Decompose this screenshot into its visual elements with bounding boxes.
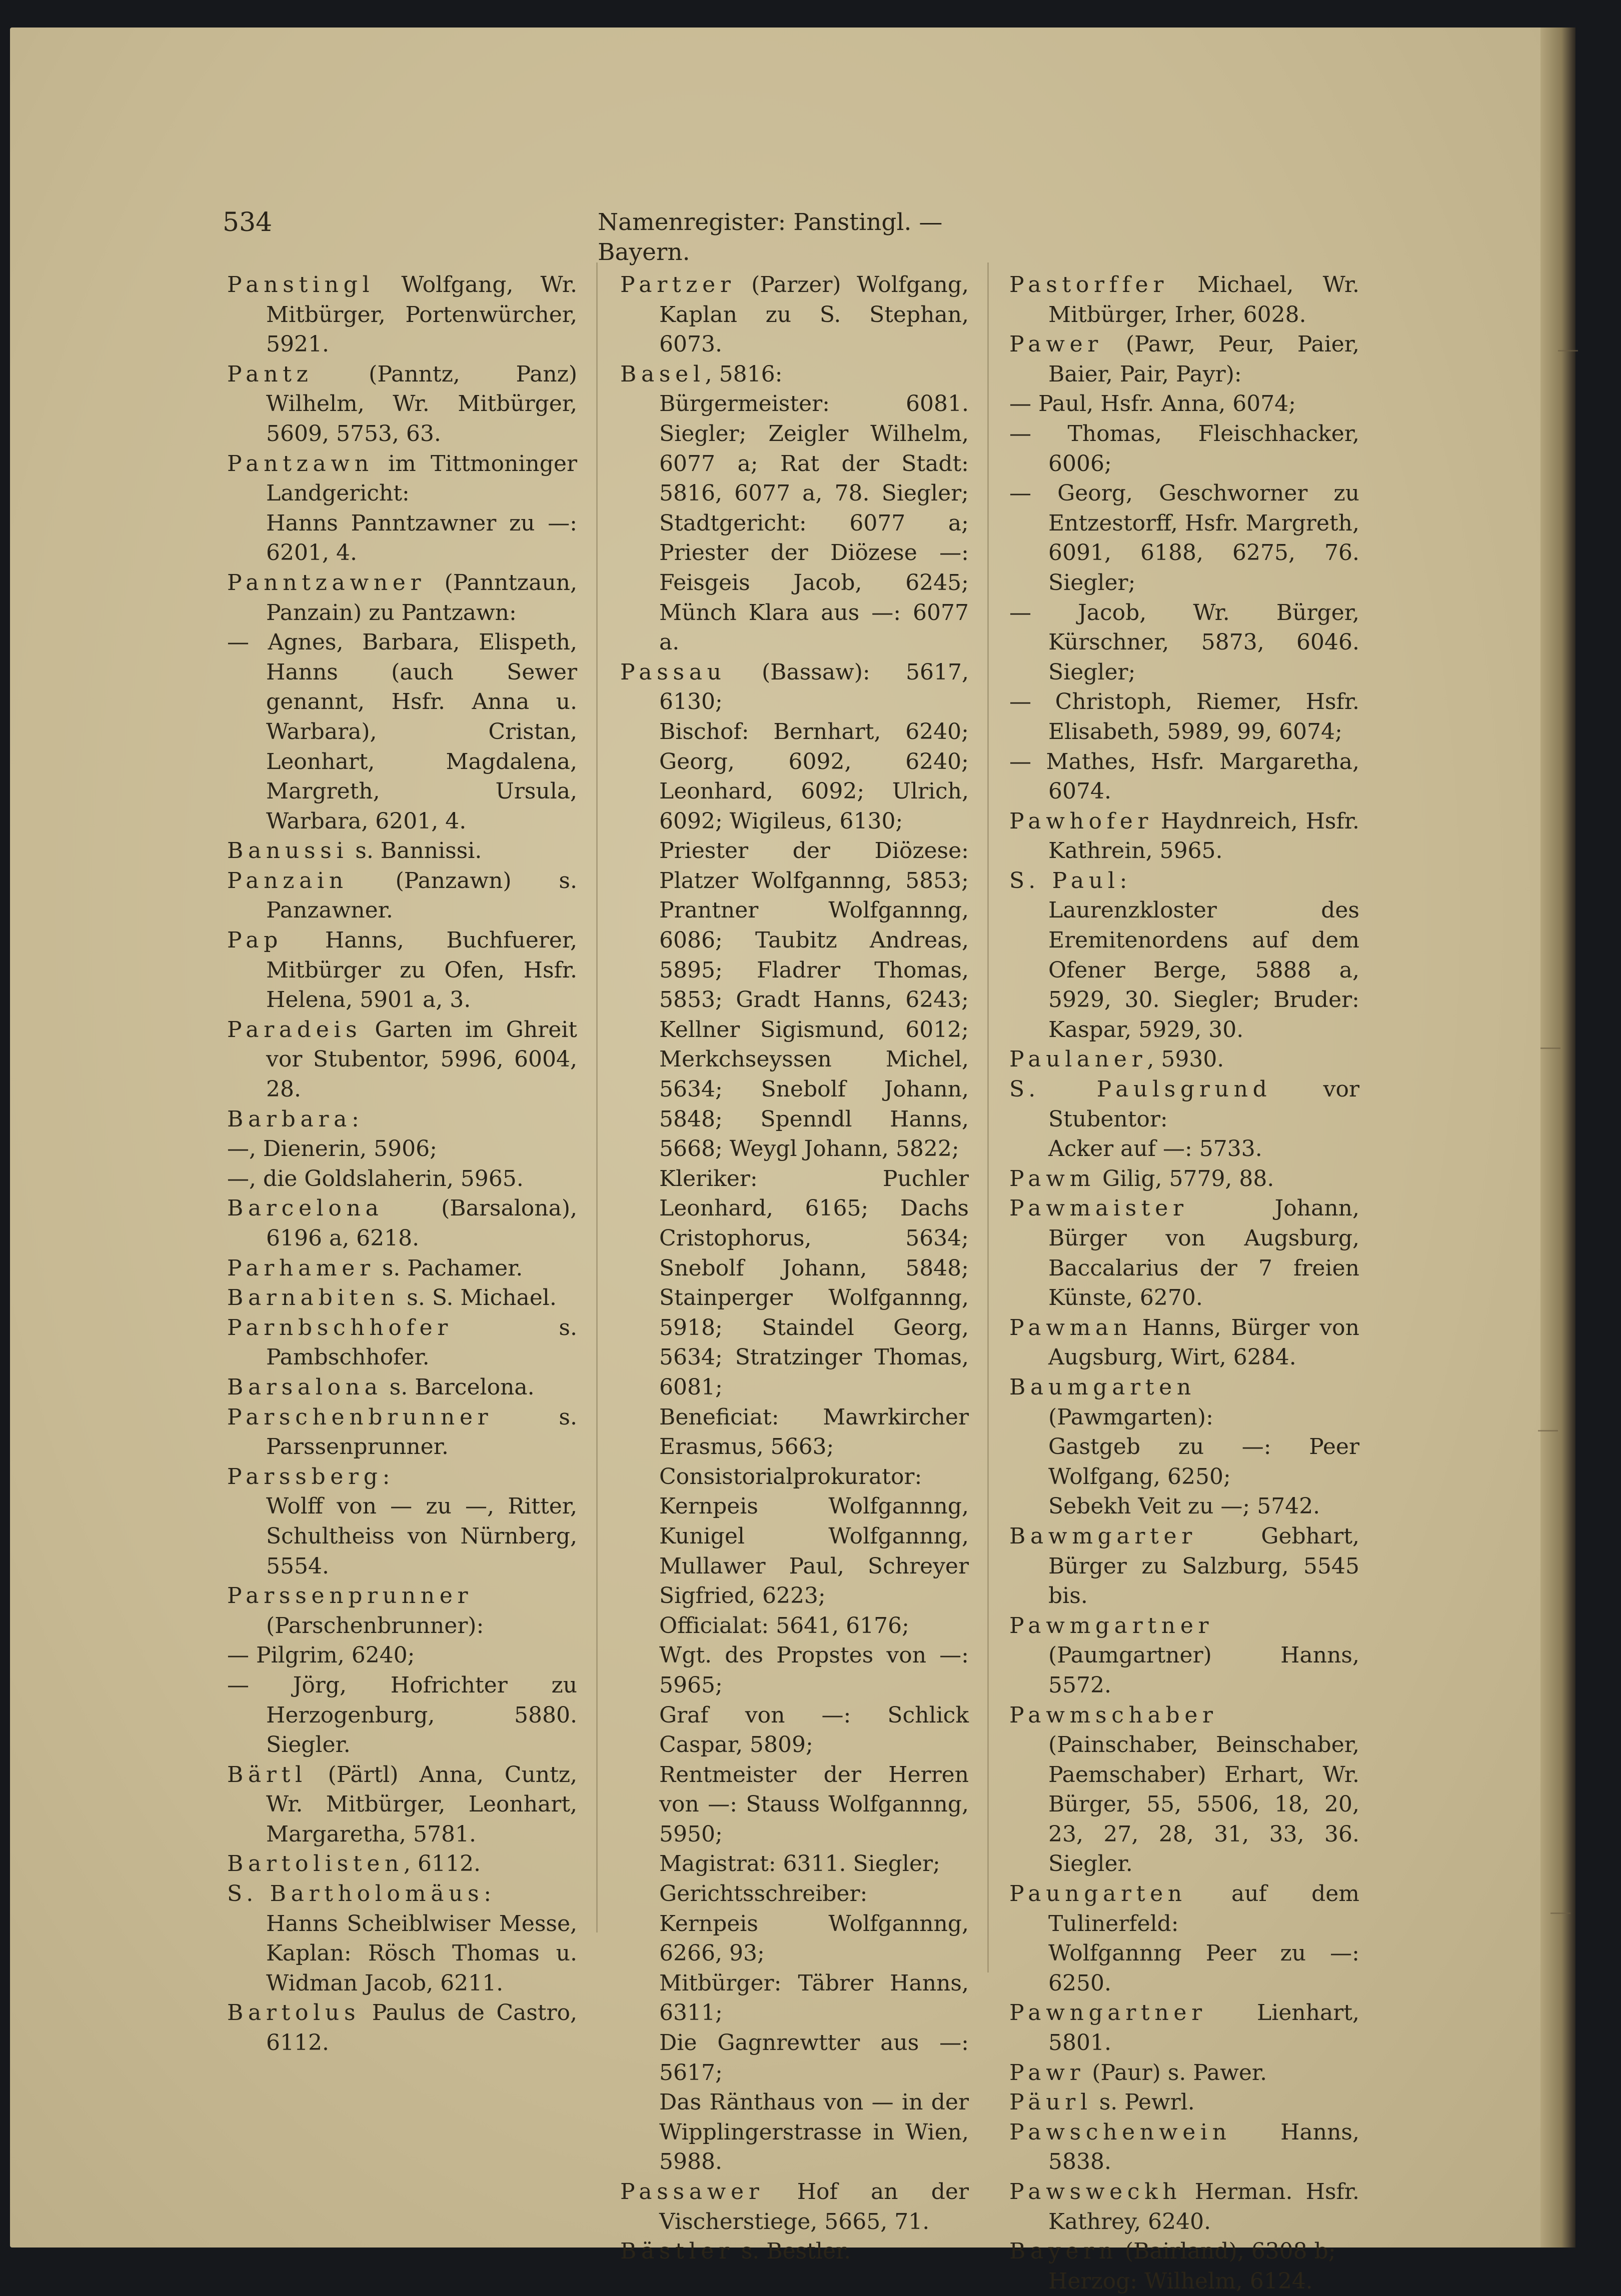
- index-entry: [1009, 687, 1359, 746]
- entry-text: (Parzer) Wolfgang, Kaplan zu S. Stephan, 6073.: [659, 272, 969, 358]
- index-entry: [620, 1462, 969, 1611]
- entry-headword: Pawschenwein: [1009, 2119, 1231, 2145]
- entry-text: — Jörg, Hofrichter zu Herzogenburg, 5880. Siegler.: [227, 1672, 577, 1758]
- book-spine: [1540, 28, 1575, 2248]
- entry-text: Johann, Bürger von Augsburg, Baccalarius der 7 freien Künste, 6270.: [1048, 1196, 1359, 1311]
- index-entry: [1009, 1044, 1359, 1074]
- index-entry: [227, 1104, 577, 1134]
- entry-headword: Parssenprunner: [227, 1583, 473, 1609]
- entry-headword: Banussi: [227, 838, 349, 864]
- index-entry: [227, 926, 577, 1015]
- index-column-3: [1009, 270, 1359, 2296]
- index-entry: [620, 658, 969, 717]
- index-entry: [227, 1283, 577, 1313]
- entry-headword: Paungarten: [1009, 1881, 1187, 1907]
- entry-text: im Tittmoninger Landgericht:: [266, 450, 577, 506]
- entry-text: Herzog: Wilhelm, 6124.: [1048, 2268, 1313, 2294]
- entry-text: Hanns Scheiblwiser Messe, Kaplan: Rösch Thomas u. Widman Jacob, 6211.: [266, 1910, 577, 1996]
- entry-text: — Christoph, Riemer, Hsfr. Elisabeth, 5989, 99, 6074;: [1009, 689, 1359, 744]
- entry-headword: Pawer: [1009, 332, 1103, 358]
- entry-text: s. Parssenprunner.: [266, 1404, 577, 1460]
- entry-headword: Pawmgartner: [1009, 1612, 1214, 1638]
- entry-headword: Panzain: [227, 868, 348, 894]
- index-entry: [1009, 806, 1359, 866]
- index-entry: [1009, 1611, 1359, 1700]
- entry-headword: Pawr: [1009, 2060, 1085, 2086]
- entry-text: Magistrat: 6311. Siegler;: [659, 1851, 940, 1877]
- entry-text: Hanns, Bürger von Augsburg, Wirt, 6284.: [1048, 1314, 1359, 1370]
- entry-text: Bischof: Bernhart, 6240; Georg, 6092, 6240; Leonhard, 6092; Ulrich, 6092; Wigileus, 6130;: [659, 718, 969, 834]
- entry-headword: Bawmgarter: [1009, 1523, 1197, 1549]
- entry-text: — Paul, Hsfr. Anna, 6074;: [1009, 391, 1296, 417]
- entry-headword: Partzer: [620, 272, 736, 298]
- index-entry: [227, 1134, 577, 1164]
- entry-headword: Bartolus: [227, 2000, 361, 2026]
- entry-text: s. Barcelona.: [382, 1374, 535, 1400]
- entry-text: Garten im Ghreit vor Stubentor, 5996, 6004, 28.: [266, 1016, 577, 1102]
- entry-headword: Päurl: [1009, 2090, 1092, 2116]
- index-entry: [227, 508, 577, 568]
- entry-headword: Paradeis: [227, 1016, 362, 1042]
- entry-headword: Pawmschaber: [1009, 1702, 1218, 1728]
- margin-mark: [1550, 1912, 1570, 1914]
- index-entry: [227, 568, 577, 628]
- margin-mark: [1558, 350, 1578, 352]
- index-entry: [620, 1611, 969, 1641]
- index-entry: [1009, 866, 1359, 896]
- entry-text: Rentmeister der Herren von —: Stauss Wolfgannng, 5950;: [659, 1762, 969, 1847]
- entry-text: Hanns, 5838.: [1048, 2119, 1359, 2175]
- index-entry: [1009, 2058, 1359, 2088]
- entry-headword: Parhamer: [227, 1255, 375, 1281]
- index-entry: [620, 1402, 969, 1462]
- index-entry: [1009, 1074, 1359, 1134]
- index-entry: [620, 1879, 969, 1968]
- entry-text: — Jacob, Wr. Bürger, Kürschner, 5873, 6046. Siegler;: [1009, 600, 1359, 685]
- entry-text: vor Stubentor:: [1048, 1076, 1359, 1132]
- index-entry: [1009, 2177, 1359, 2236]
- entry-text: s. Bannissi.: [348, 838, 482, 864]
- index-entry: [227, 1164, 577, 1194]
- index-entry: [620, 1640, 969, 1700]
- index-entry: [1009, 2266, 1359, 2296]
- entry-text: s. Bestler.: [734, 2238, 851, 2264]
- index-entry: [1009, 389, 1359, 419]
- index-entry: [227, 1581, 577, 1640]
- index-entry: [620, 270, 969, 360]
- index-entry: [1009, 1700, 1359, 1880]
- entry-headword: Bärtl: [227, 1762, 307, 1788]
- entry-text: Laurenzkloster des Eremitenordens auf dem Ofener Berge, 5888 a, 5929, 30. Siegler; Bruder: Kaspar, 5929, 30.: [1048, 898, 1359, 1042]
- entry-text: (Pawr, Peur, Paier, Baier, Pair, Payr):: [1048, 332, 1359, 387]
- index-entry: [227, 1402, 577, 1462]
- margin-mark: [1540, 1048, 1560, 1049]
- index-entry: [620, 389, 969, 657]
- index-entry: [1009, 1372, 1359, 1432]
- index-entry: [620, 1968, 969, 2028]
- index-entry: [1009, 478, 1359, 598]
- entry-headword: Pap: [227, 928, 283, 954]
- entry-text: :: [352, 1106, 359, 1132]
- entry-text: s. Pambschhofer.: [266, 1314, 577, 1370]
- entry-text: (Paur) s. Pawer.: [1085, 2060, 1267, 2086]
- entry-text: auf dem Tulinerfeld:: [1048, 1881, 1359, 1936]
- index-entry: [1009, 896, 1359, 1044]
- entry-text: Sebekh Veit zu —; 5742.: [1048, 1494, 1320, 1520]
- index-entry: [620, 2177, 969, 2236]
- entry-text: Herman. Hsfr. Kathrey, 6240.: [1048, 2179, 1359, 2234]
- entry-text: s. S. Michael.: [400, 1285, 557, 1311]
- entry-text: Mitbürger: Täbrer Hanns, 6311;: [659, 1970, 969, 2026]
- entry-text: (Painschaber, Beinschaber, Paemschaber) Erhart, Wr. Bürger, 55, 5506, 18, 20, 23, 27, 28, 31, 33, 36. Siegler.: [1048, 1732, 1359, 1877]
- entry-text: (Panntz, Panz) Wilhelm, Wr. Mitbürger, 5609, 5753, 63.: [266, 361, 577, 446]
- index-entry: [227, 866, 577, 926]
- index-entry: [227, 1879, 577, 1909]
- index-entry: [1009, 747, 1359, 806]
- index-entry: [1009, 419, 1359, 478]
- entry-text: — Mathes, Hsfr. Margaretha, 6074.: [1009, 748, 1359, 804]
- index-column-1: [227, 270, 577, 2058]
- entry-headword: Pawngartner: [1009, 2000, 1207, 2026]
- index-entry: [1009, 1938, 1359, 1998]
- entry-text: —, Dienerin, 5906;: [227, 1136, 437, 1162]
- index-entry: [1009, 2118, 1359, 2177]
- entry-text: Beneficiat: Mawrkircher Erasmus, 5663;: [659, 1404, 969, 1460]
- entry-headword: Parschenbrunner: [227, 1404, 493, 1430]
- index-entry: [1009, 1998, 1359, 2058]
- index-entry: [227, 1254, 577, 1284]
- entry-headword: Passawer: [620, 2179, 764, 2204]
- entry-text: —, die Goldslaherin, 5965.: [227, 1166, 524, 1192]
- entry-text: Consistorialprokurator: Kernpeis Wolfgannng, Kunigel Wolfgannng, Mullawer Paul, Schreyer Sigfried, 6223;: [659, 1464, 969, 1609]
- entry-text: Wolff von — zu —, Ritter, Schultheiss von Nürnberg, 5554.: [266, 1494, 577, 1579]
- entry-text: Wolfgannng Peer zu —: 6250.: [1048, 1940, 1359, 1996]
- index-entry: [1009, 330, 1359, 389]
- entry-text: Gilig, 5779, 88.: [1095, 1166, 1274, 1192]
- column-rule: [987, 262, 989, 1972]
- entry-text: :: [1119, 868, 1127, 894]
- index-entry: [1009, 1194, 1359, 1312]
- entry-headword: Bayern: [1009, 2238, 1118, 2264]
- entry-text: Gastgeb zu —: Peer Wolfgang, 6250;: [1048, 1434, 1359, 1490]
- entry-text: Das Ränthaus von — in der Wipplingerstrasse in Wien, 5988.: [659, 2090, 969, 2175]
- entry-text: (Bassaw): 5617, 6130;: [659, 659, 969, 715]
- entry-text: Wolfgang, Wr. Mitbürger, Portenwürcher, 5921.: [266, 272, 577, 358]
- index-entry: [620, 836, 969, 1164]
- entry-headword: Paulaner: [1009, 1046, 1147, 1072]
- entry-headword: Barnabiten: [227, 1285, 400, 1311]
- index-entry: [227, 628, 577, 836]
- index-entry: [620, 1849, 969, 1879]
- entry-text: (Paumgartner) Hanns, 5572.: [1048, 1642, 1359, 1698]
- entry-text: Acker auf —: 5733.: [1048, 1136, 1262, 1162]
- index-entry: [1009, 1432, 1359, 1492]
- entry-text: (Parschenbrunner):: [266, 1612, 484, 1638]
- entry-headword: Panstingl: [227, 272, 375, 298]
- index-entry: [1009, 598, 1359, 688]
- entry-headword: S. Paul: [1009, 868, 1120, 894]
- margin-mark: [1538, 1430, 1558, 1432]
- entry-headword: Pawm: [1009, 1166, 1095, 1192]
- entry-text: Kleriker: Puchler Leonhard, 6165; Dachs Cristophorus, 5634; Snebolf Johann, 5848; Stainperger Wolfgannng, 5918; Staindel Georg, 5634; Stratzinger Thomas, 6081;: [659, 1166, 969, 1400]
- entry-text: — Thomas, Fleischhacker, 6006;: [1009, 420, 1359, 476]
- index-entry: [1009, 1879, 1359, 1938]
- index-entry: [1009, 2088, 1359, 2118]
- entry-text: Bürgermeister: 6081. Siegler; Zeigler Wilhelm, 6077 a; Rat der Stadt: 5816, 6077 a, 78. Siegler; Stadtgericht: 6077 a; Priester der Diözese —: Feisgeis Jacob, 6245; Münch Klara aus —: 6077 a.: [659, 391, 969, 656]
- entry-text: Hanns Panntzawner zu —: 6201, 4.: [266, 510, 577, 566]
- entry-text: Gerichtsschreiber: Kernpeis Wolfgannng, 6266, 93;: [659, 1881, 969, 1966]
- entry-text: Officialat: 5641, 6176;: [659, 1612, 909, 1638]
- entry-headword: Pawmaister: [1009, 1196, 1188, 1222]
- entry-headword: Pawsweckh: [1009, 2179, 1182, 2204]
- index-entry: [227, 836, 577, 866]
- index-entry: [227, 1640, 577, 1670]
- entry-headword: Parssberg: [227, 1464, 383, 1490]
- index-entry: [1009, 1313, 1359, 1372]
- index-entry: [1009, 1164, 1359, 1194]
- entry-text: Graf von —: Schlick Caspar, 5809;: [659, 1702, 969, 1758]
- index-entry: [1009, 2236, 1359, 2266]
- index-entry: [227, 1313, 577, 1372]
- index-entry: [620, 2236, 969, 2266]
- index-entry: [227, 360, 577, 449]
- index-entry: [620, 717, 969, 836]
- entry-headword: Pantz: [227, 361, 313, 387]
- index-entry: [227, 1492, 577, 1581]
- entry-text: — Georg, Geschworner zu Entzestorff, Hsfr. Margreth, 6091, 6188, 6275, 76. Siegler;: [1009, 480, 1359, 596]
- entry-text: — Agnes, Barbara, Elispeth, Hanns (auch Sewer genannt, Hsfr. Anna u. Warbara), Cristan, Leonhart, Magdalena, Margreth, Ursula, Warbara, 6201, 4.: [227, 630, 577, 834]
- entry-text: , 6112.: [404, 1851, 481, 1877]
- entry-text: (Barsalona), 6196 a, 6218.: [266, 1196, 577, 1251]
- entry-text: — Pilgrim, 6240;: [227, 1642, 415, 1668]
- entry-text: :: [382, 1464, 390, 1490]
- entry-headword: Pantzawn: [227, 450, 374, 476]
- index-entry: [620, 1760, 969, 1850]
- entry-headword: Pastorffer: [1009, 272, 1169, 298]
- entry-headword: Basel: [620, 361, 705, 387]
- entry-headword: S. Bartholomäus: [227, 1881, 484, 1907]
- entry-text: (Panntzaun, Panzain) zu Pantzawn:: [266, 570, 577, 626]
- index-entry: [227, 449, 577, 508]
- entry-text: (Pärtl) Anna, Cuntz, Wr. Mitbürger, Leonhart, Margaretha, 5781.: [266, 1762, 577, 1847]
- entry-headword: Baumgarten: [1009, 1374, 1196, 1400]
- entry-text: s. Pewrl.: [1092, 2090, 1195, 2116]
- entry-text: Gebhart, Bürger zu Salzburg, 5545 bis.: [1048, 1523, 1359, 1609]
- entry-headword: S. Paulsgrund: [1009, 1076, 1272, 1102]
- entry-text: s. Pachamer.: [375, 1255, 523, 1281]
- index-entry: [620, 2028, 969, 2088]
- index-entry: [1009, 1522, 1359, 1611]
- page-number: 534: [223, 208, 273, 238]
- entry-headword: Barcelona: [227, 1196, 384, 1222]
- index-entry: [620, 2088, 969, 2177]
- entry-headword: Pawhofer: [1009, 808, 1153, 834]
- index-entry: [227, 1015, 577, 1104]
- entry-text: , 5930.: [1147, 1046, 1224, 1072]
- index-entry: [227, 1670, 577, 1760]
- index-entry: [227, 1909, 577, 1998]
- entry-text: Paulus de Castro, 6112.: [266, 2000, 577, 2056]
- entry-text: (Panzawn) s. Panzawner.: [266, 868, 577, 924]
- index-entry: [1009, 1134, 1359, 1164]
- entry-headword: Bartolisten: [227, 1851, 404, 1877]
- entry-text: Priester der Diözese: Platzer Wolfgannng, 5853; Prantner Wolfgannng, 6086; Taubitz Andreas, 5895; Fladrer Thomas, 5853; Gradt Hanns, 6243; Kellner Sigismund, 6012; Merkchseyssen Michel, 5634; Snebolf Johann, 5848; Spenndl Hanns, 5668; Weygl Johann, 5822;: [659, 838, 969, 1162]
- entry-headword: Panntzawner: [227, 570, 426, 596]
- entry-text: Hanns, Buchfuerer, Mitbürger zu Ofen, Hsfr. Helena, 5901 a, 3.: [266, 928, 577, 1013]
- index-column-2: [620, 270, 969, 2266]
- index-entry: [620, 1700, 969, 1760]
- index-entry: [227, 270, 577, 360]
- entry-text: , 5816:: [705, 361, 783, 387]
- index-entry: [227, 1462, 577, 1492]
- entry-headword: Pawman: [1009, 1314, 1132, 1340]
- running-title: Namenregister: Panstingl. — Bayern.: [598, 208, 943, 266]
- entry-headword: Passau: [620, 659, 726, 685]
- entry-text: (Bairland), 6308 b;: [1117, 2238, 1336, 2264]
- column-rule: [596, 262, 598, 1932]
- entry-text: Michael, Wr. Mitbürger, Irher, 6028.: [1048, 272, 1359, 328]
- entry-text: Hof an der Vischerstiege, 5665, 71.: [659, 2179, 969, 2234]
- entry-text: Wgt. des Propstes von —: 5965;: [659, 1642, 969, 1698]
- entry-headword: Barbara: [227, 1106, 352, 1132]
- entry-text: Die Gagnrewtter aus —: 5617;: [659, 2030, 969, 2086]
- index-entry: [1009, 1492, 1359, 1522]
- entry-text: Lienhart, 5801.: [1048, 2000, 1359, 2056]
- index-entry: [227, 1372, 577, 1402]
- index-entry: [620, 360, 969, 390]
- entry-headword: Bästler: [620, 2238, 734, 2264]
- index-entry: [227, 1760, 577, 1850]
- entry-headword: Barsalona: [227, 1374, 383, 1400]
- entry-headword: Parnbschhofer: [227, 1314, 453, 1340]
- entry-text: Haydnreich, Hsfr. Kathrein, 5965.: [1048, 808, 1359, 864]
- entry-text: :: [484, 1881, 492, 1907]
- index-entry: [227, 1194, 577, 1253]
- index-entry: [1009, 270, 1359, 330]
- index-entry: [227, 1998, 577, 2058]
- entry-text: (Pawmgarten):: [1048, 1404, 1213, 1430]
- index-entry: [620, 1164, 969, 1402]
- index-entry: [227, 1849, 577, 1879]
